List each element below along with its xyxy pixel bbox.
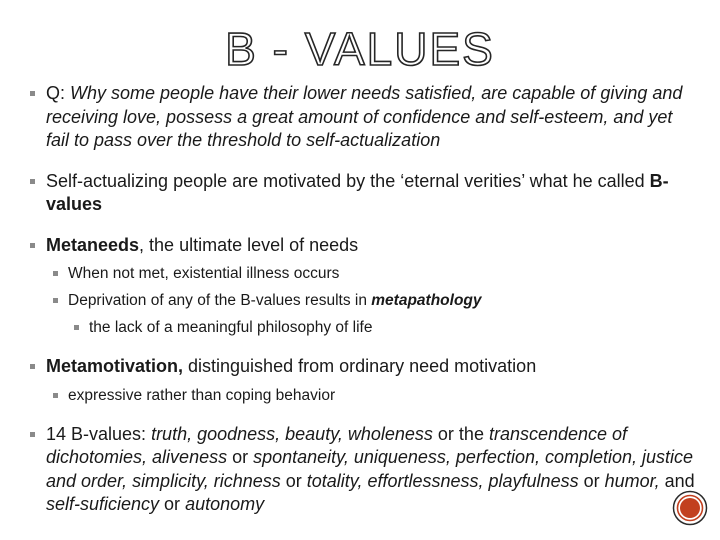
b-values-text-5: or (578, 470, 605, 491)
bullet-marker (30, 432, 35, 437)
question-text: Why some people have their lower needs satisfied, are capable of giving and receiving love, possess a great amount of confidence and self-esteem, and yet fail to pass over the threshold to self-actualization (46, 83, 683, 150)
existential-illness-text: When not met, existential illness occurs (68, 265, 340, 282)
b-values-text-7: or (159, 494, 186, 514)
b-values-italic-2: transcendence of dichotomies, aliveness (46, 423, 628, 467)
sub-sub-bullet-philosophy (30, 317, 700, 338)
metamotivation-term: Metamotivation, (46, 356, 184, 376)
deprivation-text: Deprivation of any of the B-values results in (68, 292, 372, 309)
question-prefix: Q: (46, 83, 71, 103)
b-values-italic-5: humor, (604, 470, 660, 491)
sub-bullet-deprivation (30, 290, 700, 311)
b-values-text-4: or (280, 470, 307, 491)
b-values-text-6: and (659, 470, 695, 491)
bullet-metaneeds (30, 234, 700, 258)
bullet-marker (53, 298, 58, 303)
b-values-italic-7: autonomy (185, 494, 265, 514)
sub-bullet-expressive (30, 385, 700, 406)
b-values-italic-4: totality, effortlessness, playfulness (306, 470, 579, 491)
metapathology-term: metapathology (371, 292, 482, 309)
bullet-metamotivation (30, 355, 700, 379)
bullet-marker (74, 325, 79, 330)
sub-bullet-existential-illness (30, 263, 700, 284)
metaneeds-term: Metaneeds (46, 234, 140, 255)
b-values-text-3: or (227, 447, 254, 467)
bullet-marker (30, 91, 35, 96)
b-values-text-2: or the (432, 423, 489, 444)
b-values-italic-6: self-suficiency (46, 494, 160, 514)
b-values-italic-1: truth, goodness, beauty, wholeness (151, 423, 433, 444)
bullet-marker (53, 393, 58, 398)
slide-content (30, 82, 700, 517)
philosophy-text: the lack of a meaningful philosophy of life (89, 319, 373, 336)
b-values-text-1: 14 B-values: (46, 423, 152, 444)
bullet-marker (30, 243, 35, 248)
expressive-text: expressive rather than coping behavior (68, 386, 336, 404)
bullet-marker (30, 364, 35, 369)
b-values-italic-3: spontaneity, uniqueness, perfection, completion, justice and order, simplicity, richness (46, 447, 694, 491)
self-actualizing-text: Self-actualizing people are motivated by the ‘eternal verities’ what he called (46, 170, 650, 191)
b-values-term: B-values (46, 170, 669, 214)
bullet-self-actualizing (30, 170, 700, 217)
bullet-marker (30, 179, 35, 184)
bullet-question (30, 82, 700, 153)
bullet-marker (53, 271, 58, 276)
metaneeds-text: , the ultimate level of needs (139, 234, 359, 255)
bullet-14-b-values (30, 423, 700, 517)
slide-title: B - VALUES (225, 23, 495, 75)
circle-logo-icon (672, 490, 708, 526)
metamotivation-text: distinguished from ordinary need motivation (183, 356, 537, 376)
